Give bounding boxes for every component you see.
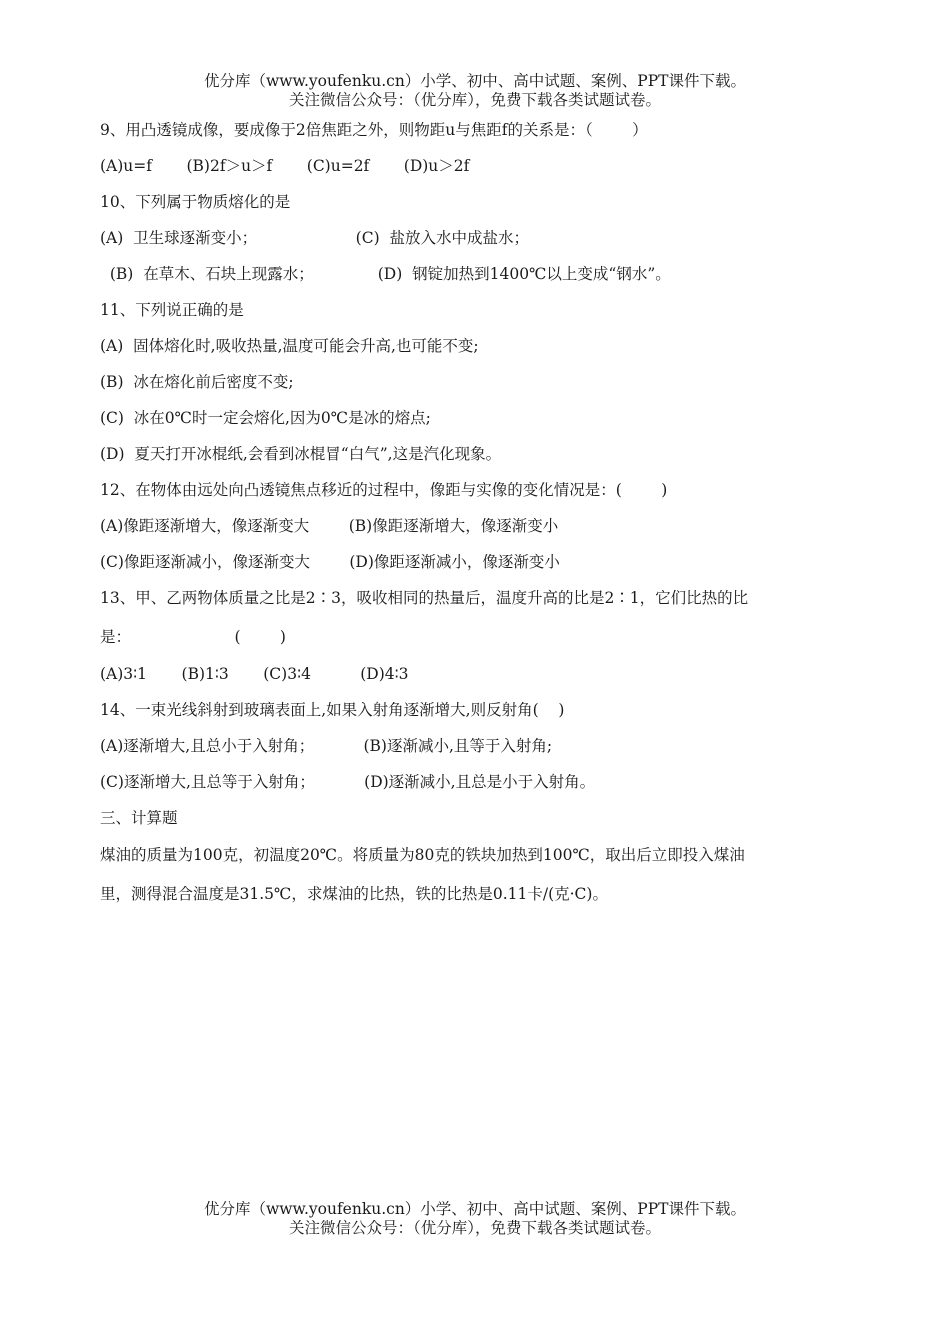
calc-problem-line-2: 里，测得混合温度是31.5℃，求煤油的比热，铁的比热是0.11卡/(克·C)。 (100, 885, 608, 903)
question-12-options-c-d: (C)像距逐渐减小，像逐渐变大 (D)像距逐渐减小，像逐渐变小 (100, 553, 560, 571)
footer-line-2: 关注微信公众号：（优分库），免费下载各类试题试卷。 (288, 1219, 661, 1237)
question-12-options-a-b: (A)像距逐渐增大，像逐渐变大 (B)像距逐渐增大，像逐渐变小 (100, 517, 559, 535)
calc-problem-line-1: 煤油的质量为100克，初温度20℃。将质量为80克的铁块加热到100℃，取出后立即投入煤油 (100, 846, 745, 864)
question-9: 9、用凸透镜成像，要成像于2倍焦距之外，则物距u与焦距f的关系是：（ ） (100, 121, 648, 139)
question-10-options-b-d: (B) 在草木、石块上现露水； (D) 钢锭加热到1400℃以上变成“钢水”。 (100, 265, 671, 283)
question-13-continued: 是： ( ) (100, 628, 286, 646)
question-11-option-d: (D) 夏天打开冰棍纸,会看到冰棍冒“白气”,这是汽化现象。 (100, 445, 502, 463)
header-line-2: 关注微信公众号：（优分库），免费下载各类试题试卷。 (288, 91, 661, 109)
question-11-option-b: (B) 冰在熔化前后密度不变; (100, 373, 294, 391)
question-13: 13、甲、乙两物体质量之比是2∶3，吸收相同的热量后，温度升高的比是2∶1，它们比热的比 (100, 589, 749, 607)
question-13-options: (A)3∶1 (B)1∶3 (C)3∶4 (D)4∶3 (100, 665, 409, 683)
question-10-options-a-c: (A) 卫生球逐渐变小； (C) 盐放入水中成盐水； (100, 229, 529, 247)
question-12: 12、在物体由远处向凸透镜焦点移近的过程中，像距与实像的变化情况是：( ) (100, 481, 668, 499)
footer-line-1: 优分库（www.youfenku.cn）小学、初中、高中试题、案例、PPT课件下载。 (203, 1200, 747, 1218)
header-line-1: 优分库（www.youfenku.cn）小学、初中、高中试题、案例、PPT课件下载。 (203, 72, 747, 90)
page-footer (0, 1200, 950, 1238)
question-14: 14、一束光线斜射到玻璃表面上,如果入射角逐渐增大,则反射角( ) (100, 701, 565, 719)
question-11: 11、下列说正确的是 (100, 301, 244, 319)
question-10: 10、下列属于物质熔化的是 (100, 193, 291, 211)
section-title: 三、计算题 (100, 809, 178, 827)
question-11-option-c: (C) 冰在0℃时一定会熔化,因为0℃是冰的熔点; (100, 409, 431, 427)
page-header (0, 72, 950, 110)
question-11-option-a: (A) 固体熔化时,吸收热量,温度可能会升高,也可能不变; (100, 337, 479, 355)
question-9-options: (A)u=f (B)2f＞u＞f (C)u=2f (D)u＞2f (100, 157, 470, 175)
question-14-options-a-b: (A)逐渐增大,且总小于入射角； (B)逐渐减小,且等于入射角; (100, 737, 553, 755)
question-14-options-c-d: (C)逐渐增大,且总等于入射角； (D)逐渐减小,且总是小于入射角。 (100, 773, 596, 791)
